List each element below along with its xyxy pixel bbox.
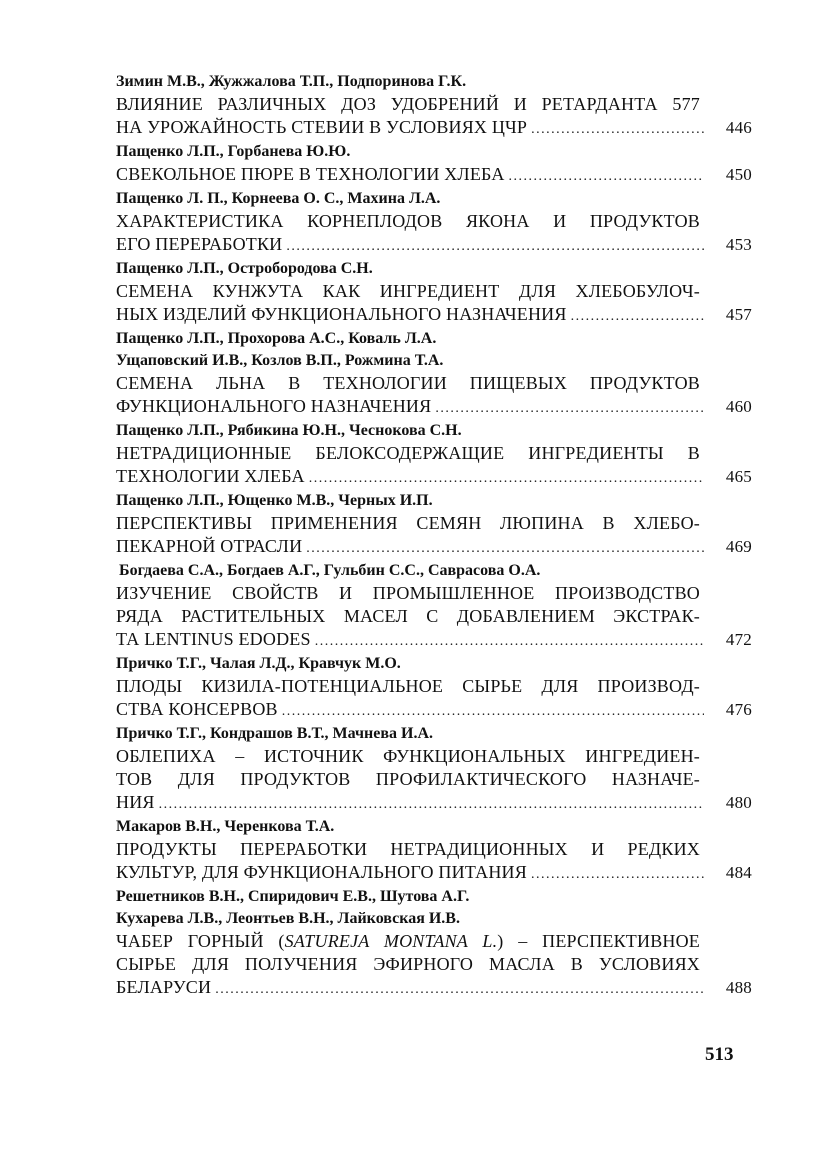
toc-entry-title: ПРОДУКТЫ ПЕРЕРАБОТКИ НЕТРАДИЦИОННЫХ И РЕДКИХ [116,839,700,859]
toc-entry-authors: Ущаповский И.В., Козлов В.П., Рожмина Т.А. [116,352,444,369]
toc-entry-title: НЫХ ИЗДЕЛИЙ ФУНКЦИОНАЛЬНОГО НАЗНАЧЕНИЯ [116,304,567,324]
toc-entry-title: ЕГО ПЕРЕРАБОТКИ [116,234,283,254]
toc-entry-title-line [116,233,756,258]
toc-entry-title-line [116,768,756,791]
toc-entry-title-line [116,280,756,303]
toc-entry-title: РЯДА РАСТИТЕЛЬНЫХ МАСЕЛ С ДОБАВЛЕНИЕМ ЭКСТРАК- [116,606,700,626]
toc-entry-title-line [116,163,756,188]
toc-entry-title: ВЛИЯНИЕ РАЗЛИЧНЫХ ДОЗ УДОБРЕНИЙ И РЕТАРДАНТА 577 [116,94,700,114]
toc-entry-page-number: 476 [725,700,752,719]
toc-entry-title: НА УРОЖАЙНОСТЬ СТЕВИИ В УСЛОВИЯХ ЦЧР [116,117,528,137]
dot-leader [159,793,704,816]
dot-leader [509,165,704,188]
toc-entry-title-line [116,372,756,395]
toc-entry-title: ФУНКЦИОНАЛЬНОГО НАЗНАЧЕНИЯ [116,396,432,416]
toc-entry-authors: Решетников В.Н., Спиридович Е.В., Шутова А.Г. [116,888,470,905]
toc-entry-title: НЕТРАДИЦИОННЫЕ БЕЛОКСОДЕРЖАЩИЕ ИНГРЕДИЕНТЫ В [116,443,700,463]
table-of-contents [116,71,756,1001]
toc-entry-title-line [116,116,756,141]
toc-entry-title-line [116,210,756,233]
toc-entry-title-line [116,535,756,560]
toc-entry-authors: Причко Т.Г., Кондрашов В.Т., Мачнева И.А. [116,725,433,742]
toc-entry-title-line [116,303,756,328]
toc-entry [116,258,756,328]
toc-entry-title-line [116,93,756,116]
toc-entry-page-number: 469 [725,537,752,556]
toc-entry-authors: Пащенко Л. П., Корнеева О. С., Махина Л.А. [116,190,441,207]
toc-entry-page-number: 472 [725,630,752,649]
toc-entry-title-line [116,628,756,653]
toc-entry-title: СЕМЕНА ЛЬНА В ТЕХНОЛОГИИ ПИЩЕВЫХ ПРОДУКТОВ [116,373,700,393]
dot-leader [315,630,704,653]
dot-leader [531,118,704,141]
toc-entry-title: СЕМЕНА КУНЖУТА КАК ИНГРЕДИЕНТ ДЛЯ ХЛЕБОБУЛОЧ- [116,281,700,301]
toc-entry-page-number: 465 [725,467,752,486]
toc-entry-title: ТА LENTINUS EDODES [116,629,311,649]
toc-entry [116,560,756,653]
dot-leader [306,537,704,560]
toc-entry-page-number: 453 [725,235,752,254]
toc-entry [116,490,756,560]
toc-entry-page-number: 480 [725,793,752,812]
toc-entry-title-line [116,675,756,698]
toc-entry [116,816,756,886]
toc-entry-title-line [116,465,756,490]
toc-entry [116,71,756,141]
toc-entry-authors: Пащенко Л.П., Ющенко М.В., Черных И.П. [116,492,433,509]
toc-entry-title-line [116,745,756,768]
toc-entry-title: ТОВ ДЛЯ ПРОДУКТОВ ПРОФИЛАКТИЧЕСКОГО НАЗНАЧЕ- [116,769,700,789]
dot-leader [531,863,704,886]
toc-entry-title-line [116,953,756,976]
toc-entry [116,188,756,258]
toc-entry-title-line [116,930,756,953]
toc-entry-title-line [116,442,756,465]
toc-entry-title-line [116,861,756,886]
toc-entry-title: ЧАБЕР ГОРНЫЙ (SATUREJA MONTANA L.) – ПЕРСПЕКТИВНОЕ [116,931,700,951]
toc-entry-page-number: 460 [725,397,752,416]
toc-entry-authors: Пащенко Л.П., Рябикина Ю.Н., Чеснокова С.Н. [116,422,462,439]
dot-leader [309,467,704,490]
toc-entry-title: ПЕРСПЕКТИВЫ ПРИМЕНЕНИЯ СЕМЯН ЛЮПИНА В ХЛЕБО- [116,513,700,533]
toc-entry-authors: Богдаева С.А., Богдаев А.Г., Гульбин С.С., Саврасова О.А. [119,562,541,579]
toc-entry-title-line [116,976,756,1001]
toc-entry-title-line [116,512,756,535]
toc-entry-authors: Пащенко Л.П., Горбанева Ю.Ю. [116,143,351,160]
toc-entry-page-number: 457 [725,305,752,324]
toc-entry-title: ТЕХНОЛОГИИ ХЛЕБА [116,466,305,486]
dot-leader [571,305,704,328]
toc-entry-authors: Пащенко Л.П., Прохорова А.С., Коваль Л.А. [116,330,437,347]
toc-entry [116,653,756,723]
toc-entry-title-line [116,791,756,816]
toc-entry-title: ПЛОДЫ КИЗИЛА-ПОТЕНЦИАЛЬНОЕ СЫРЬЕ ДЛЯ ПРОИЗВОД- [116,676,700,696]
toc-entry-title: СЫРЬЕ ДЛЯ ПОЛУЧЕНИЯ ЭФИРНОГО МАСЛА В УСЛОВИЯХ [116,954,700,974]
toc-entry-title: СВЕКОЛЬНОЕ ПЮРЕ В ТЕХНОЛОГИИ ХЛЕБА [116,164,505,184]
toc-entry-title: ХАРАКТЕРИСТИКА КОРНЕПЛОДОВ ЯКОНА И ПРОДУКТОВ [116,211,700,231]
toc-entry-authors: Кухарева Л.В., Леонтьев В.Н., Лайковская И.В. [116,910,460,927]
toc-entry-title: СТВА КОНСЕРВОВ [116,699,278,719]
toc-entry-title: НИЯ [116,792,155,812]
toc-entry-page-number: 446 [725,118,752,137]
toc-entry-page-number: 484 [725,863,752,882]
toc-entry-title-line [116,605,756,628]
toc-entry-title: БЕЛАРУСИ [116,977,212,997]
toc-entry [116,141,756,188]
dot-leader [435,397,704,420]
dot-leader [282,700,704,723]
toc-entry-title-line [116,395,756,420]
dot-leader [215,978,704,1001]
toc-entry-title: ПЕКАРНОЙ ОТРАСЛИ [116,536,303,556]
toc-entry-title: ОБЛЕПИХА – ИСТОЧНИК ФУНКЦИОНАЛЬНЫХ ИНГРЕДИЕН- [116,746,700,766]
toc-entry-authors: Причко Т.Г., Чалая Л.Д., Кравчук М.О. [116,655,401,672]
toc-entry [116,328,756,420]
toc-entry-title-line [116,838,756,861]
toc-entry-page-number: 488 [725,978,752,997]
dot-leader [286,235,704,258]
toc-entry-authors: Зимин М.В., Жужжалова Т.П., Подпоринова Г.К. [116,73,467,90]
toc-entry [116,723,756,816]
toc-entry-authors: Пащенко Л.П., Остробородова С.Н. [116,260,373,277]
toc-entry-title-line [116,582,756,605]
toc-entry [116,886,756,1001]
toc-entry-authors: Макаров В.Н., Черенкова Т.А. [116,818,335,835]
toc-entry-title-line [116,698,756,723]
toc-entry-page-number: 450 [725,165,752,184]
toc-entry [116,420,756,490]
toc-entry-title: ИЗУЧЕНИЕ СВОЙСТВ И ПРОМЫШЛЕННОЕ ПРОИЗВОДСТВО [116,583,700,603]
page-number: 513 [705,1044,734,1065]
latin-species-name: SATUREJA MONTANA L. [284,931,498,951]
toc-entry-title: КУЛЬТУР, ДЛЯ ФУНКЦИОНАЛЬНОГО ПИТАНИЯ [116,862,527,882]
